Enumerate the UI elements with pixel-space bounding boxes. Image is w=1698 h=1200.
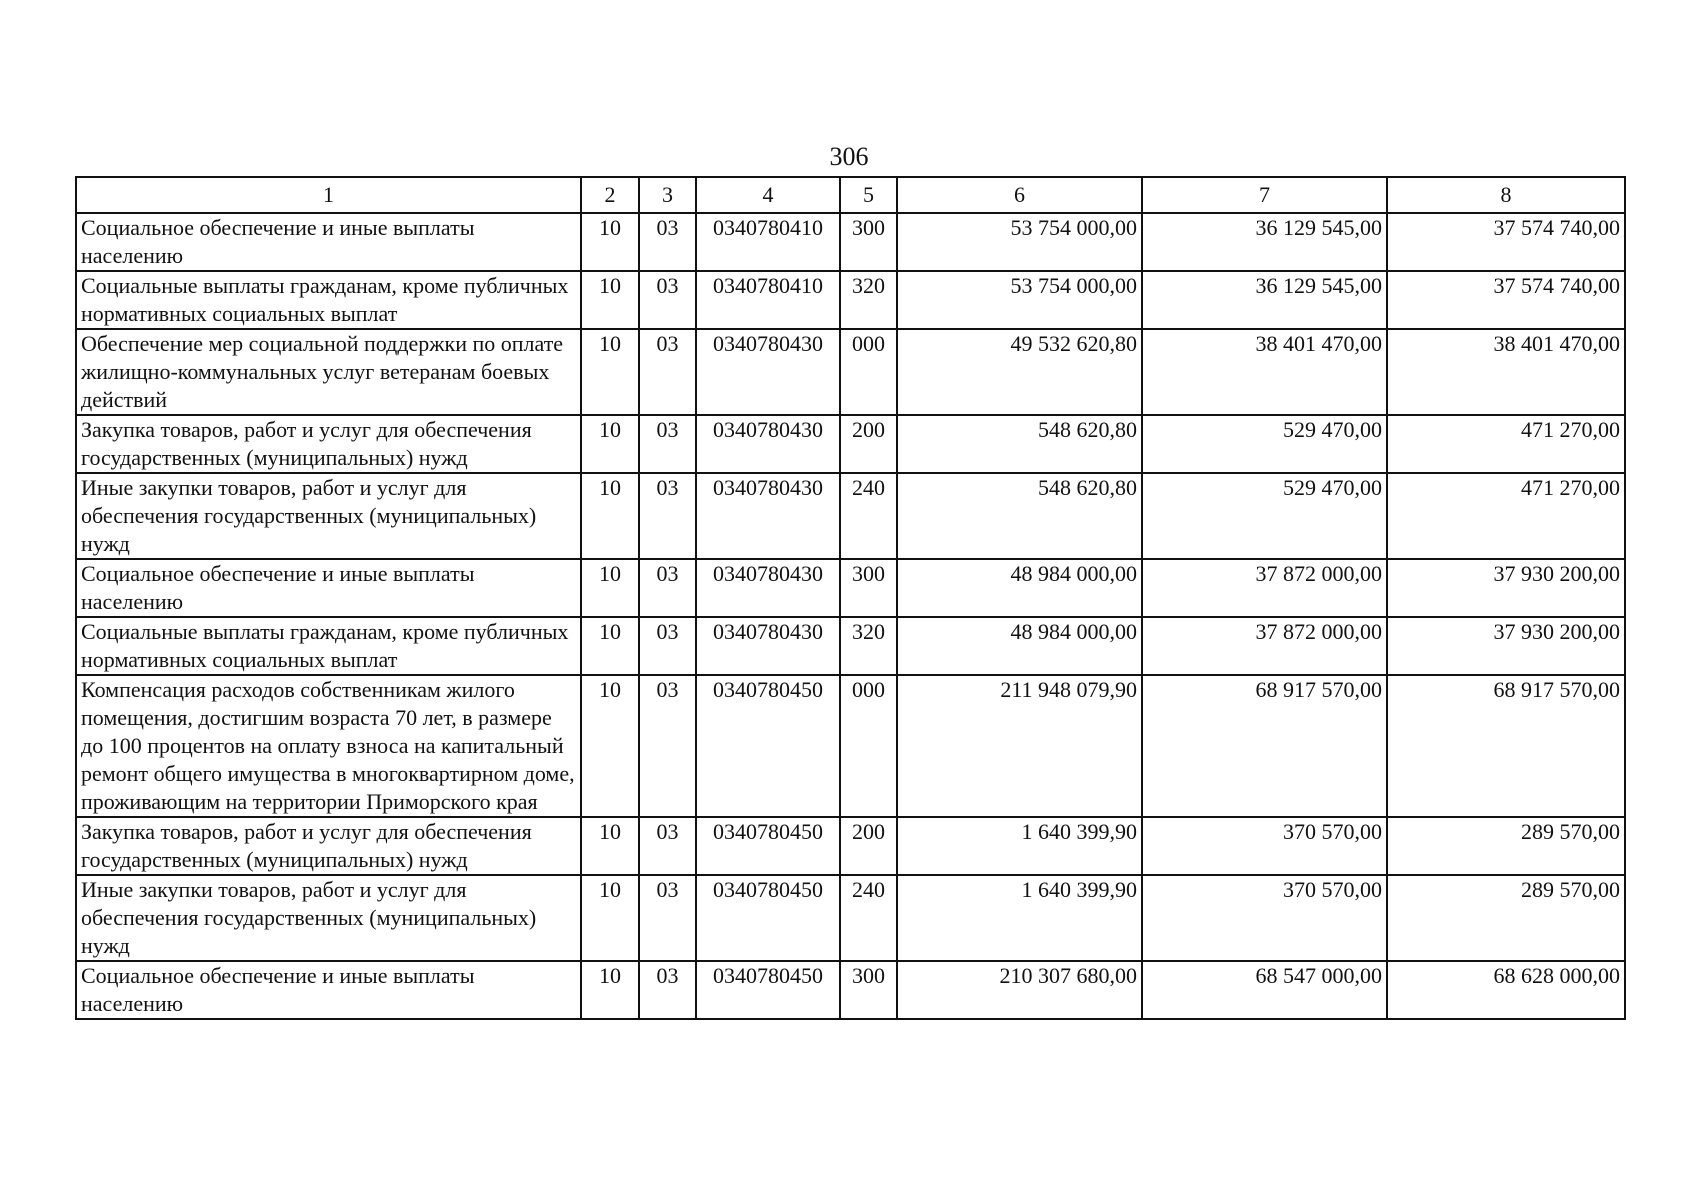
table-row	[76, 961, 1625, 1019]
section-code-cell: 10	[581, 473, 639, 559]
header-col-5: 5	[840, 177, 897, 213]
expense-type-cell: 000	[840, 329, 897, 415]
amount-col-6-cell: 53 754 000,00	[897, 271, 1142, 329]
amount-col-7-cell: 529 470,00	[1142, 415, 1387, 473]
subsection-code-cell: 03	[639, 329, 696, 415]
budget-table	[75, 176, 1626, 1020]
table-row	[76, 415, 1625, 473]
section-code-cell: 10	[581, 271, 639, 329]
subsection-code-cell: 03	[639, 617, 696, 675]
subsection-code-cell: 03	[639, 961, 696, 1019]
target-article-cell: 0340780430	[696, 415, 840, 473]
target-article-cell: 0340780430	[696, 559, 840, 617]
amount-col-6-cell: 48 984 000,00	[897, 559, 1142, 617]
section-code-cell: 10	[581, 675, 639, 817]
table-row	[76, 817, 1625, 875]
amount-col-7-cell: 370 570,00	[1142, 875, 1387, 961]
table-row	[76, 617, 1625, 675]
target-article-cell: 0340780410	[696, 213, 840, 271]
amount-col-6-cell: 548 620,80	[897, 473, 1142, 559]
expense-type-cell: 320	[840, 617, 897, 675]
row-name-cell: Социальное обеспечение и иные выплаты населению	[76, 961, 581, 1019]
amount-col-7-cell: 37 872 000,00	[1142, 559, 1387, 617]
row-name-cell: Закупка товаров, работ и услуг для обеспечения государственных (муниципальных) нужд	[76, 415, 581, 473]
subsection-code-cell: 03	[639, 271, 696, 329]
amount-col-7-cell: 36 129 545,00	[1142, 271, 1387, 329]
section-code-cell: 10	[581, 559, 639, 617]
amount-col-8-cell: 37 574 740,00	[1387, 271, 1625, 329]
amount-col-7-cell: 36 129 545,00	[1142, 213, 1387, 271]
target-article-cell: 0340780450	[696, 817, 840, 875]
row-name-cell: Закупка товаров, работ и услуг для обеспечения государственных (муниципальных) нужд	[76, 817, 581, 875]
amount-col-6-cell: 210 307 680,00	[897, 961, 1142, 1019]
amount-col-8-cell: 38 401 470,00	[1387, 329, 1625, 415]
amount-col-8-cell: 289 570,00	[1387, 817, 1625, 875]
amount-col-8-cell: 471 270,00	[1387, 415, 1625, 473]
header-col-6: 6	[897, 177, 1142, 213]
expense-type-cell: 240	[840, 875, 897, 961]
header-col-7: 7	[1142, 177, 1387, 213]
amount-col-7-cell: 68 547 000,00	[1142, 961, 1387, 1019]
header-col-1: 1	[76, 177, 581, 213]
amount-col-8-cell: 37 930 200,00	[1387, 617, 1625, 675]
header-row	[76, 177, 1625, 213]
expense-type-cell: 000	[840, 675, 897, 817]
amount-col-8-cell: 289 570,00	[1387, 875, 1625, 961]
target-article-cell: 0340780450	[696, 875, 840, 961]
target-article-cell: 0340780450	[696, 675, 840, 817]
amount-col-6-cell: 48 984 000,00	[897, 617, 1142, 675]
section-code-cell: 10	[581, 961, 639, 1019]
target-article-cell: 0340780450	[696, 961, 840, 1019]
row-name-cell: Социальные выплаты гражданам, кроме публичных нормативных социальных выплат	[76, 271, 581, 329]
table-row	[76, 271, 1625, 329]
expense-type-cell: 200	[840, 415, 897, 473]
subsection-code-cell: 03	[639, 473, 696, 559]
subsection-code-cell: 03	[639, 817, 696, 875]
amount-col-7-cell: 37 872 000,00	[1142, 617, 1387, 675]
row-name-cell: Социальное обеспечение и иные выплаты населению	[76, 213, 581, 271]
amount-col-6-cell: 53 754 000,00	[897, 213, 1142, 271]
section-code-cell: 10	[581, 213, 639, 271]
row-name-cell: Иные закупки товаров, работ и услуг для обеспечения государственных (муниципальных) нужд	[76, 875, 581, 961]
amount-col-8-cell: 471 270,00	[1387, 473, 1625, 559]
amount-col-8-cell: 68 917 570,00	[1387, 675, 1625, 817]
subsection-code-cell: 03	[639, 213, 696, 271]
amount-col-7-cell: 529 470,00	[1142, 473, 1387, 559]
table-row	[76, 559, 1625, 617]
amount-col-7-cell: 38 401 470,00	[1142, 329, 1387, 415]
amount-col-7-cell: 370 570,00	[1142, 817, 1387, 875]
amount-col-8-cell: 37 930 200,00	[1387, 559, 1625, 617]
section-code-cell: 10	[581, 875, 639, 961]
amount-col-6-cell: 1 640 399,90	[897, 817, 1142, 875]
table-row	[76, 675, 1625, 817]
page-number: 306	[829, 142, 869, 171]
target-article-cell: 0340780430	[696, 473, 840, 559]
target-article-cell: 0340780430	[696, 329, 840, 415]
row-name-cell: Иные закупки товаров, работ и услуг для обеспечения государственных (муниципальных) нужд	[76, 473, 581, 559]
row-name-cell: Социальное обеспечение и иные выплаты населению	[76, 559, 581, 617]
subsection-code-cell: 03	[639, 875, 696, 961]
expense-type-cell: 300	[840, 213, 897, 271]
section-code-cell: 10	[581, 415, 639, 473]
target-article-cell: 0340780430	[696, 617, 840, 675]
section-code-cell: 10	[581, 329, 639, 415]
subsection-code-cell: 03	[639, 415, 696, 473]
table-row	[76, 473, 1625, 559]
amount-col-6-cell: 211 948 079,90	[897, 675, 1142, 817]
row-name-cell: Компенсация расходов собственникам жилого помещения, достигшим возраста 70 лет, в размере до 100 процентов на оплату взноса на капитальный ремонт общего имущества в многоквартирном доме, проживающим на территории Приморского края	[76, 675, 581, 817]
header-col-2: 2	[581, 177, 639, 213]
expense-type-cell: 300	[840, 559, 897, 617]
row-name-cell: Обеспечение мер социальной поддержки по оплате жилищно-коммунальных услуг ветеранам боевых действий	[76, 329, 581, 415]
table-row	[76, 329, 1625, 415]
header-col-4: 4	[696, 177, 840, 213]
table-row	[76, 213, 1625, 271]
subsection-code-cell: 03	[639, 559, 696, 617]
subsection-code-cell: 03	[639, 675, 696, 817]
amount-col-7-cell: 68 917 570,00	[1142, 675, 1387, 817]
section-code-cell: 10	[581, 617, 639, 675]
target-article-cell: 0340780410	[696, 271, 840, 329]
header-col-8: 8	[1387, 177, 1625, 213]
expense-type-cell: 320	[840, 271, 897, 329]
expense-type-cell: 240	[840, 473, 897, 559]
amount-col-6-cell: 49 532 620,80	[897, 329, 1142, 415]
expense-type-cell: 200	[840, 817, 897, 875]
amount-col-8-cell: 68 628 000,00	[1387, 961, 1625, 1019]
header-col-3: 3	[639, 177, 696, 213]
table-row	[76, 875, 1625, 961]
amount-col-6-cell: 1 640 399,90	[897, 875, 1142, 961]
row-name-cell: Социальные выплаты гражданам, кроме публичных нормативных социальных выплат	[76, 617, 581, 675]
section-code-cell: 10	[581, 817, 639, 875]
amount-col-6-cell: 548 620,80	[897, 415, 1142, 473]
amount-col-8-cell: 37 574 740,00	[1387, 213, 1625, 271]
expense-type-cell: 300	[840, 961, 897, 1019]
